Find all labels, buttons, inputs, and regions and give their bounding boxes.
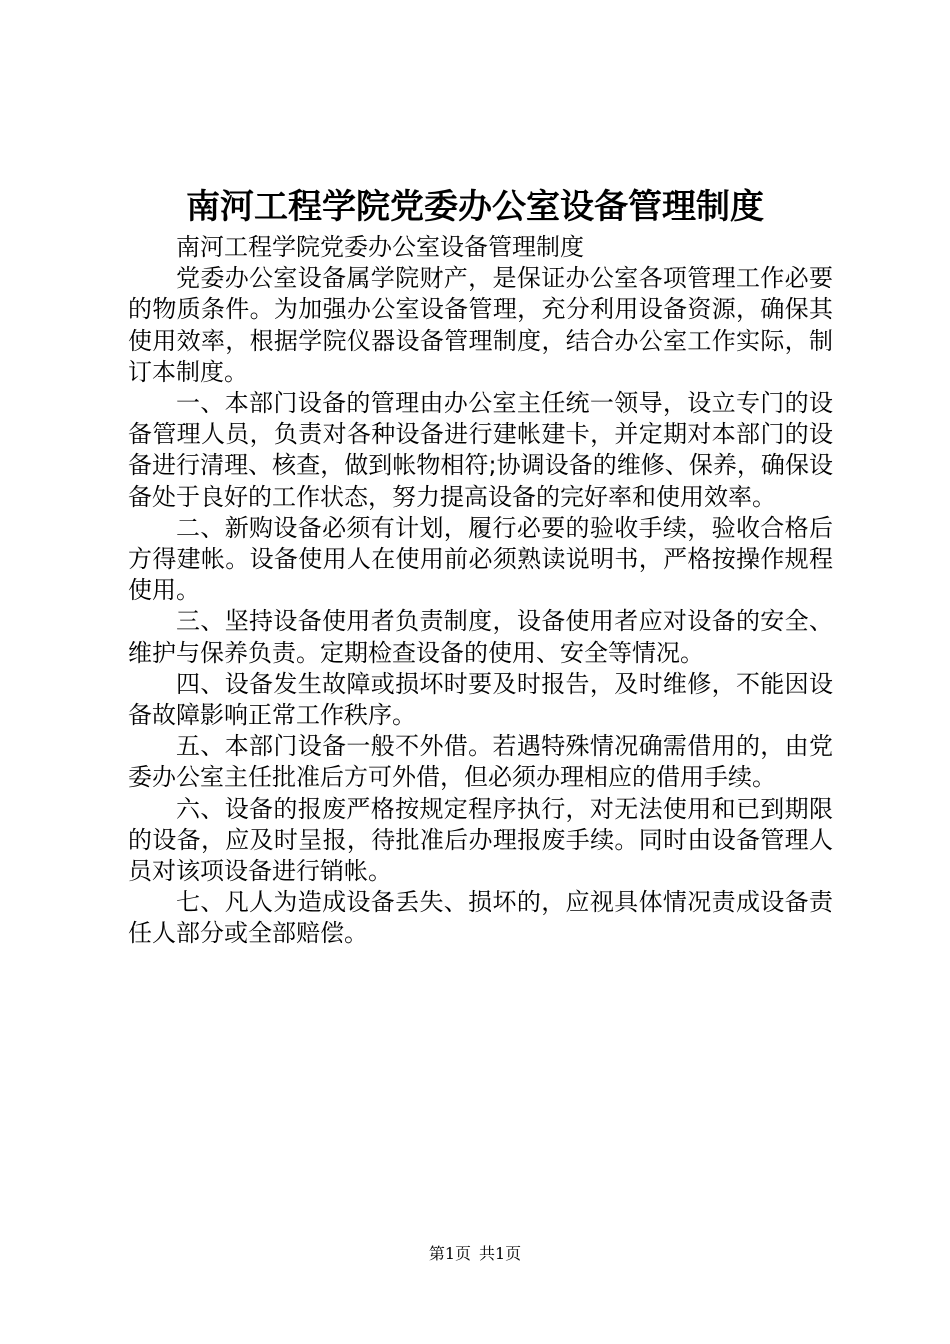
paragraph-clause-1: 一、本部门设备的管理由办公室主任统一领导，设立专门的设备管理人员，负责对各种设备进行建帐建卡，并定期对本部门的设备进行清理、核查，做到帐物相符;协调设备的维修、保养，确保设备处于良好的工作状态，努力提高设备的完好率和使用效率。 (128, 389, 833, 511)
paragraph-clause-4: 四、设备发生故障或损坏时要及时报告，及时维修，不能因设备故障影响正常工作秩序。 (128, 669, 833, 730)
paragraph-intro: 党委办公室设备属学院财产，是保证办公室各项管理工作必要的物质条件。为加强办公室设备管理，充分利用设备资源，确保其使用效率，根据学院仪器设备管理制度，结合办公室工作实际，制订本制度。 (128, 264, 833, 386)
document-title: 南河工程学院党委办公室设备管理制度 (186, 187, 764, 227)
paragraph-clause-2: 二、新购设备必须有计划，履行必要的验收手续，验收合格后方得建帐。设备使用人在使用前必须熟读说明书，严格按操作规程使用。 (128, 513, 833, 605)
paragraph-clause-5: 五、本部门设备一般不外借。若遇特殊情况确需借用的，由党委办公室主任批准后方可外借，但必须办理相应的借用手续。 (128, 732, 833, 792)
page-number-total: 共1页 (479, 1244, 522, 1263)
page-footer (0, 1243, 950, 1265)
paragraph-clause-3: 三、坚持设备使用者负责制度，设备使用者应对设备的安全、维护与保养负责。定期检查设备的使用、安全等情况。 (128, 607, 833, 667)
paragraph-clause-7: 七、凡人为造成设备丢失、损坏的，应视具体情况责成设备责任人部分或全部赔偿。 (128, 888, 833, 948)
paragraph-clause-6: 六、设备的报废严格按规定程序执行，对无法使用和已到期限的设备，应及时呈报，待批准后办理报废手续。同时由设备管理人员对该项设备进行销帐。 (128, 794, 833, 886)
page-number-current: 第1页 (428, 1244, 471, 1263)
document-body (128, 232, 833, 950)
paragraph-subtitle: 南河工程学院党委办公室设备管理制度 (176, 233, 584, 261)
